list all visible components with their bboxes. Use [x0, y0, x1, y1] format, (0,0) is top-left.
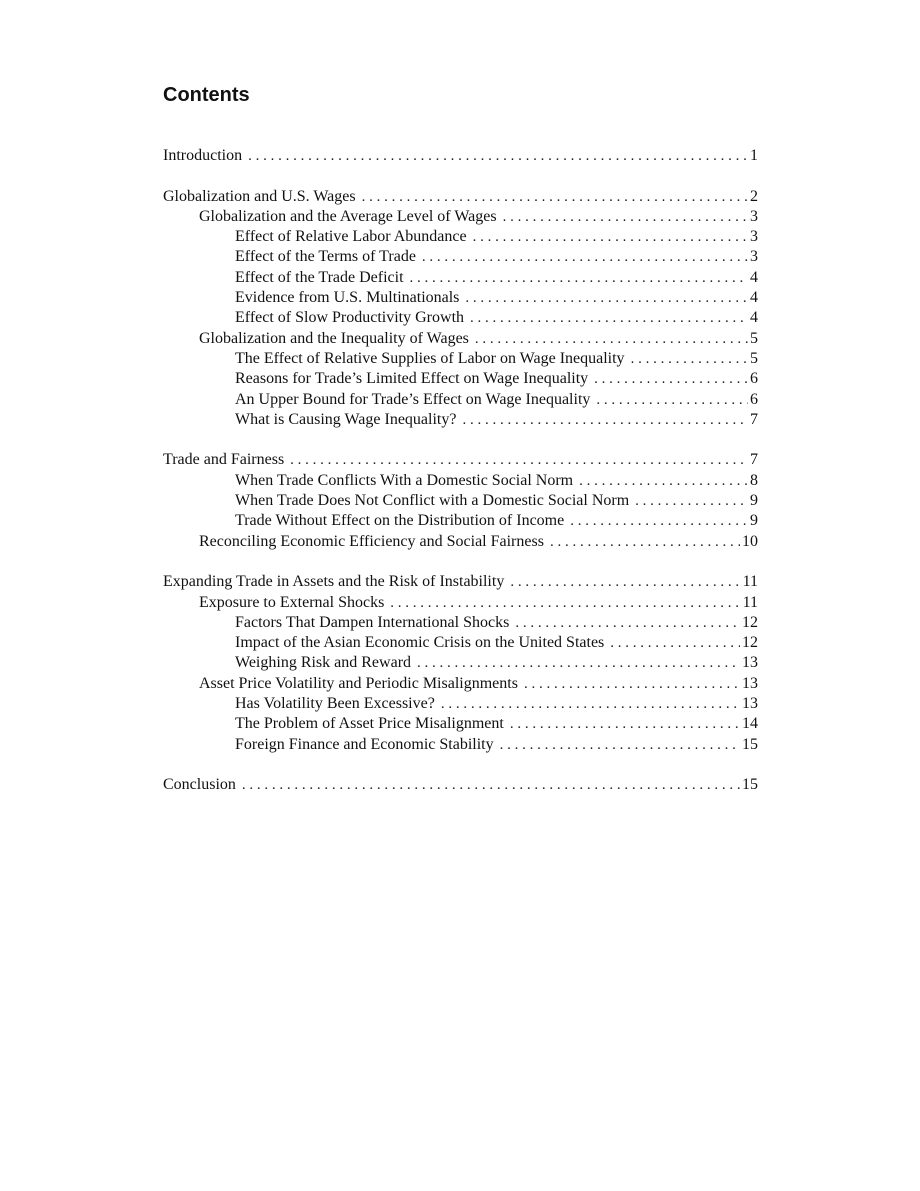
- toc-section: [163, 572, 758, 755]
- toc-entry-page-number: 4: [750, 268, 758, 286]
- toc-entry-title: Foreign Finance and Economic Stability: [235, 735, 494, 753]
- toc-entry: [163, 532, 758, 552]
- toc-entry: [163, 369, 758, 389]
- toc-entry-title: Effect of Slow Productivity Growth: [235, 309, 465, 327]
- dot-leader: [510, 572, 740, 592]
- toc-entry-title: Globalization and the Inequality of Wages: [199, 329, 469, 347]
- toc-entry-page-number: 9: [750, 512, 758, 530]
- toc-entry-title: Effect of Relative Labor Abundance: [235, 228, 467, 246]
- toc-entry-page-number: 11: [742, 593, 758, 611]
- toc-entry: [163, 653, 758, 673]
- toc-entry-title: Introduction: [163, 147, 243, 164]
- toc-entry-title: When Trade Does Not Conflict with a Domestic Social Norm: [235, 492, 630, 510]
- toc-entry-page-number: 7: [750, 410, 758, 428]
- toc-entry: [163, 247, 758, 267]
- dot-leader: [417, 653, 740, 673]
- toc-section: [163, 146, 758, 166]
- toc-entry: [163, 268, 758, 288]
- toc-entry-title: The Effect of Relative Supplies of Labor on Wage Inequality: [235, 349, 625, 367]
- toc-entry-page-number: 2: [750, 187, 758, 205]
- toc-entry: [163, 714, 758, 734]
- dot-leader: [596, 390, 748, 410]
- toc-section: [163, 450, 758, 551]
- toc-entry-title: Trade Without Effect on the Distribution of Income: [235, 512, 565, 530]
- toc-entry: [163, 633, 758, 653]
- toc-entry-title: Exposure to External Shocks: [199, 593, 385, 611]
- toc-entry: [163, 694, 758, 714]
- dot-leader: [470, 308, 748, 328]
- dot-leader: [570, 511, 748, 531]
- toc-entry: [163, 207, 758, 227]
- toc-entry-page-number: 13: [742, 674, 758, 692]
- toc-entry-page-number: 13: [742, 695, 758, 713]
- toc-entry-page-number: 3: [750, 228, 758, 246]
- dot-leader: [500, 735, 740, 755]
- toc-entry: [163, 227, 758, 247]
- toc-entry-title: An Upper Bound for Trade’s Effect on Wage Inequality: [235, 390, 591, 408]
- toc-entry-title: Conclusion: [163, 776, 236, 794]
- toc-entry-page-number: 3: [750, 207, 758, 225]
- toc-entry: [163, 593, 758, 613]
- toc-entry-title: Impact of the Asian Economic Crisis on the United States: [235, 634, 605, 652]
- toc-entry: [163, 450, 758, 470]
- toc-entry-title: Effect of the Trade Deficit: [235, 268, 404, 286]
- toc-entry-page-number: 12: [742, 634, 758, 652]
- dot-leader: [390, 593, 740, 613]
- dot-leader: [635, 491, 748, 511]
- dot-leader: [465, 288, 748, 308]
- toc-entry: [163, 308, 758, 328]
- toc-entry-title: Evidence from U.S. Multinationals: [235, 289, 460, 307]
- dot-leader: [550, 532, 740, 552]
- dot-leader: [362, 187, 748, 207]
- dot-leader: [524, 674, 740, 694]
- toc-entry: [163, 410, 758, 430]
- dot-leader: [594, 369, 748, 389]
- toc-entry-page-number: 15: [742, 776, 758, 794]
- toc-entry-page-number: 4: [750, 289, 758, 307]
- toc-entry-title: Asset Price Volatility and Periodic Misalignments: [199, 674, 518, 692]
- toc-entry: [163, 511, 758, 531]
- table-of-contents: [163, 146, 758, 816]
- toc-entry-title: Factors That Dampen International Shocks: [235, 613, 510, 631]
- dot-leader: [410, 268, 748, 288]
- toc-entry: [163, 288, 758, 308]
- toc-entry: [163, 471, 758, 491]
- toc-entry: [163, 674, 758, 694]
- dot-leader: [473, 227, 748, 247]
- toc-entry-title: Has Volatility Been Excessive?: [235, 695, 435, 713]
- toc-entry: [163, 187, 758, 207]
- toc-entry: [163, 390, 758, 410]
- toc-entry-title: Expanding Trade in Assets and the Risk of Instability: [163, 573, 505, 591]
- dot-leader: [631, 349, 748, 369]
- toc-entry-title: Weighing Risk and Reward: [235, 654, 412, 672]
- toc-entry: [163, 146, 758, 166]
- toc-entry: [163, 491, 758, 511]
- dot-leader: [290, 450, 748, 470]
- toc-section: [163, 775, 758, 795]
- toc-entry-title: Effect of the Terms of Trade: [235, 248, 416, 266]
- toc-entry-title: Trade and Fairness: [163, 451, 285, 469]
- toc-entry-page-number: 6: [750, 370, 758, 388]
- toc-entry-page-number: 12: [742, 613, 758, 631]
- toc-entry-page-number: 15: [742, 735, 758, 753]
- toc-entry-page-number: 5: [750, 329, 758, 347]
- dot-leader: [248, 146, 748, 166]
- page-title: Contents: [163, 84, 250, 106]
- toc-entry: [163, 613, 758, 633]
- toc-entry-title: What is Causing Wage Inequality?: [235, 410, 457, 428]
- toc-entry-title: Reconciling Economic Efficiency and Social Fairness: [199, 532, 544, 550]
- dot-leader: [510, 714, 740, 734]
- toc-entry-page-number: 11: [742, 573, 758, 591]
- toc-entry-page-number: 13: [742, 654, 758, 672]
- dot-leader: [242, 775, 740, 795]
- dot-leader: [462, 410, 748, 430]
- toc-entry-title: Reasons for Trade’s Limited Effect on Wage Inequality: [235, 370, 589, 388]
- toc-entry-page-number: 6: [750, 390, 758, 408]
- dot-leader: [515, 613, 740, 633]
- toc-entry: [163, 349, 758, 369]
- dot-leader: [503, 207, 748, 227]
- dot-leader: [610, 633, 740, 653]
- toc-entry-title: When Trade Conflicts With a Domestic Social Norm: [235, 471, 574, 489]
- dot-leader: [475, 329, 748, 349]
- toc-entry-page-number: 5: [750, 349, 758, 367]
- toc-entry-page-number: 3: [750, 248, 758, 266]
- toc-entry-title: The Problem of Asset Price Misalignment: [235, 715, 504, 733]
- toc-entry-page-number: 1: [750, 147, 758, 164]
- toc-section: [163, 187, 758, 431]
- toc-entry-page-number: 4: [750, 309, 758, 327]
- dot-leader: [441, 694, 740, 714]
- toc-entry: [163, 329, 758, 349]
- dot-leader: [579, 471, 748, 491]
- toc-entry: [163, 775, 758, 795]
- toc-entry-page-number: 14: [742, 715, 758, 733]
- toc-entry: [163, 735, 758, 755]
- toc-entry-title: Globalization and U.S. Wages: [163, 187, 356, 205]
- toc-entry: [163, 572, 758, 592]
- toc-entry-page-number: 8: [750, 471, 758, 489]
- dot-leader: [422, 247, 748, 267]
- toc-entry-page-number: 10: [742, 532, 758, 550]
- toc-entry-title: Globalization and the Average Level of Wages: [199, 207, 497, 225]
- toc-entry-page-number: 9: [750, 492, 758, 510]
- toc-entry-page-number: 7: [750, 451, 758, 469]
